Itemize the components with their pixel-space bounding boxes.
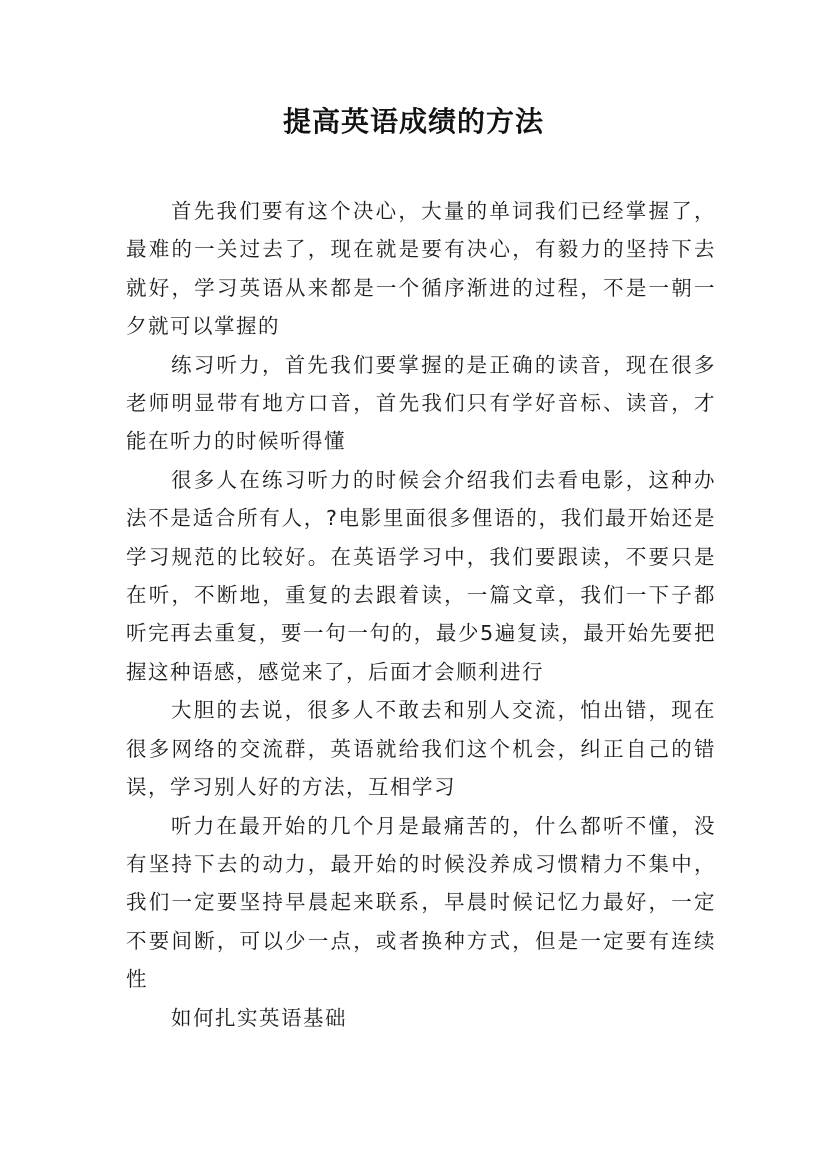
- document-title: 提高英语成绩的方法: [282, 105, 544, 138]
- paragraph-2: 练习听力，首先我们要掌握的是正确的读音，现在很多老师明显带有地方口音，首先我们只有学好音标、读音，才能在听力的时候听得懂: [126, 352, 716, 454]
- document-body: [126, 192, 716, 1037]
- section-heading: 如何扎实英语基础: [171, 1005, 347, 1030]
- paragraph-3: 很多人在练习听力的时候会介绍我们去看电影，这种办法不是适合所有人，?电影里面很多俚语的，我们最开始还是学习规范的比较好。在英语学习中，我们要跟读，不要只是在听，不断地，重复的去跟着读，一篇文章，我们一下子都听完再去重复，要一句一句的，最少5遍复读，最开始先要把握这种语感，感觉来了，后面才会顺利进行: [126, 467, 716, 684]
- paragraph-1: 首先我们要有这个决心，大量的单词我们已经掌握了，最难的一关过去了，现在就是要有决心，有毅力的坚持下去就好，学习英语从来都是一个循序渐进的过程，不是一朝一夕就可以掌握的: [126, 199, 716, 339]
- paragraph-5: 听力在最开始的几个月是最痛苦的，什么都听不懂，没有坚持下去的动力，最开始的时候没养成习惯精力不集中，我们一定要坚持早晨起来联系，早晨时候记忆力最好，一定不要间断，可以少一点，或者换种方式，但是一定要有连续性: [126, 813, 716, 992]
- paragraph-4: 大胆的去说，很多人不敢去和别人交流，怕出错，现在很多网络的交流群，英语就给我们这个机会，纠正自己的错误，学习别人好的方法，互相学习: [126, 698, 716, 800]
